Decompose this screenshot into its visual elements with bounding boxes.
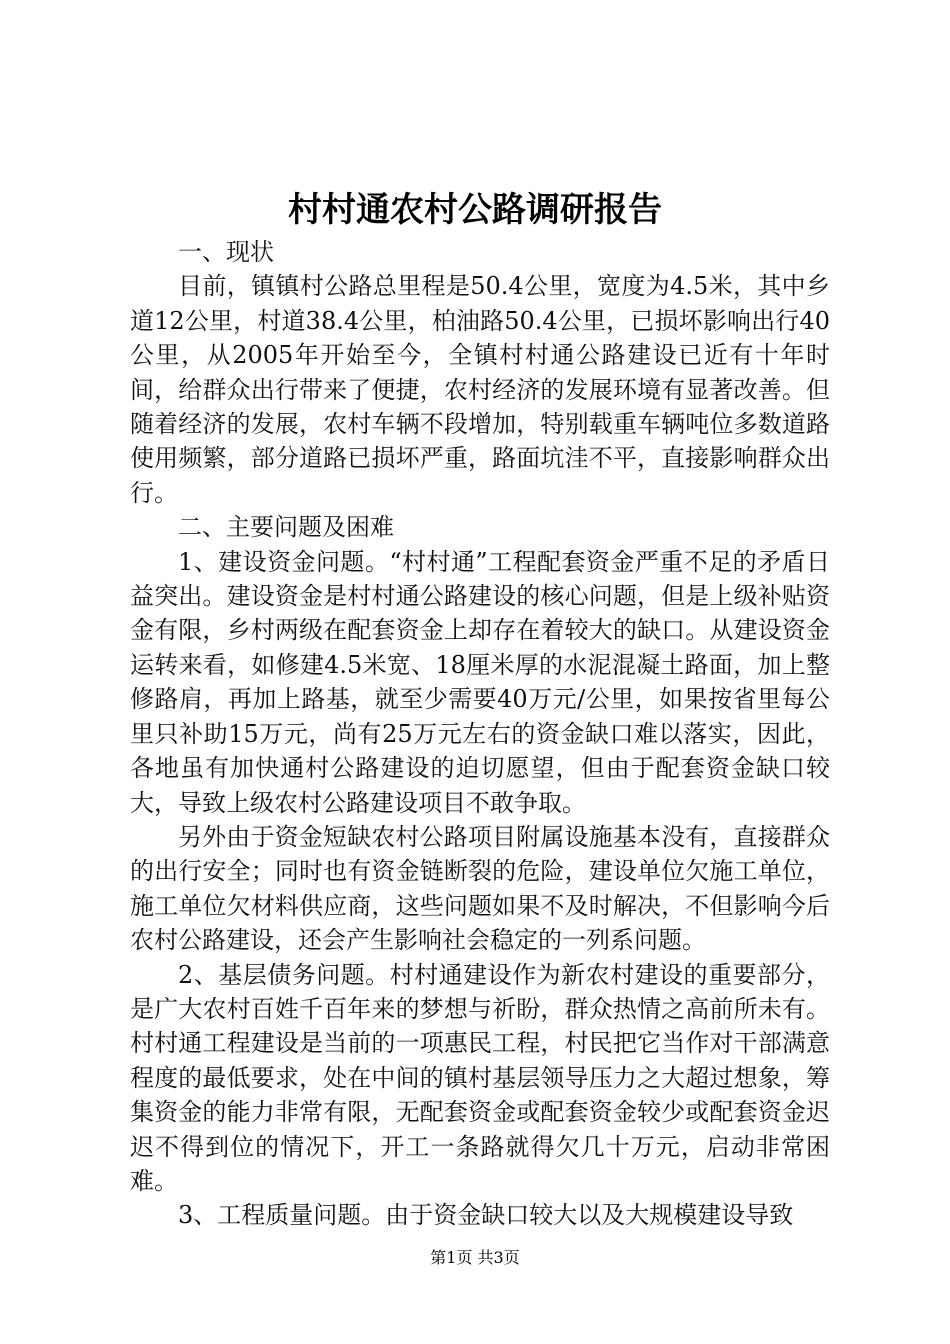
section-heading-status: 一、现状 [178,238,274,266]
section-heading-problems: 二、主要问题及困难 [178,513,394,542]
page-footer: 第1页 共3页 [430,1248,520,1267]
paragraph-quality-problem: 3、工程质量问题。由于资金缺口较大以及大规模建设导致 [178,1201,794,1230]
document-body [130,235,830,1233]
paragraph-debt-problem: 2、基层债务问题。村村通建设作为新农村建设的重要部分，是广大农村百姓千百年来的梦想与祈盼，群众热情之高前所未有。村村通工程建设是当前的一项惠民工程，村民把它当作对干部满意程度的最低要求，处在中间的镇村基层领导压力之大超过想象，筹集资金的能力非常有限，无配套资金或配套资金较少或配套资金迟迟不得到位的情况下，开工一条路就得欠几十万元，启动非常困难。 [130,960,830,1195]
document-title: 村村通农村公路调研报告 [288,190,662,230]
paragraph-funding-shortage: 另外由于资金短缺农村公路项目附属设施基本没有，直接群众的出行安全；同时也有资金链断裂的危险，建设单位欠施工单位，施工单位欠材料供应商，这些问题如果不及时解决，不但影响今后农村公路建设，还会产生影响社会稳定的一列系问题。 [130,822,830,955]
paragraph-status: 目前，镇镇村公路总里程是50.4公里，宽度为4.5米，其中乡道12公里，村道38.4公里，柏油路50.4公里，已损坏影响出行40公里，从2005年开始至今，全镇村村通公路建设已近有十年时间，给群众出行带来了便捷，农村经济的发展环境有显著改善。但随着经济的发展，农村车辆不段增加，特别载重车辆吨位多数道路使用频繁，部分道路已损坏严重，路面坑洼不平，直接影响群众出行。 [130,272,830,507]
paragraph-funding-problem: 1、建设资金问题。“村村通”工程配套资金严重不足的矛盾日益突出。建设资金是村村通公路建设的核心问题，但是上级补贴资金有限，乡村两级在配套资金上却存在着较大的缺口。从建设资金运转来看，如修建4.5米宽、18厘米厚的水泥混凝土路面，加上整修路肩，再加上路基，就至少需要40万元/公里，如果按省里每公里只补助15万元，尚有25万元左右的资金缺口难以落实，因此，各地虽有加快通村公路建设的迫切愿望，但由于配套资金缺口较大，导致上级农村公路建设项目不敢争取。 [130,547,830,817]
